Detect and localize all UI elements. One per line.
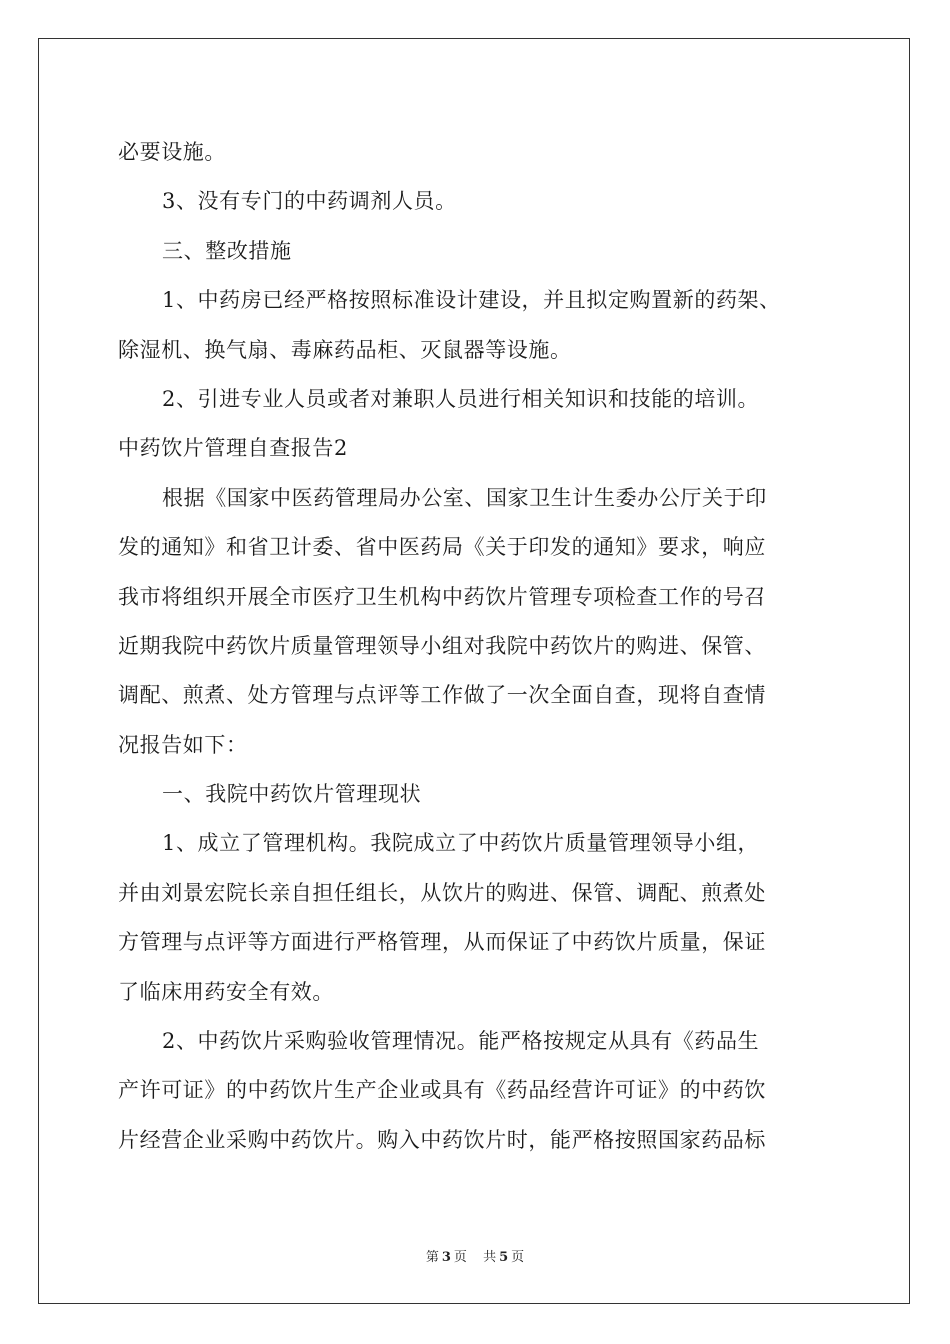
- total-pages: 5: [499, 1250, 509, 1265]
- report-title: 中药饮片管理自查报告2: [118, 436, 348, 461]
- text-line: 根据《国家中医药管理局办公室、国家卫生计生委办公厅关于印: [162, 485, 767, 510]
- text-line: 2、中药饮片采购验收管理情况。能严格按规定从具有《药品生: [162, 1029, 760, 1054]
- section-heading: 三、整改措施: [162, 238, 292, 263]
- total-prefix: 共: [483, 1250, 497, 1265]
- text-line: 我市将组织开展全市医疗卫生机构中药饮片管理专项检查工作的号召: [118, 584, 766, 609]
- document-body: [118, 128, 838, 1165]
- text-line: 2、引进专业人员或者对兼职人员进行相关知识和技能的培训。: [162, 386, 760, 411]
- text-line: 了临床用药安全有效。: [118, 979, 334, 1004]
- text-line: 片经营企业采购中药饮片。购入中药饮片时，能严格按照国家药品标: [118, 1127, 766, 1152]
- page-suffix: 页: [453, 1250, 467, 1265]
- page-prefix: 第: [425, 1250, 439, 1265]
- text-line: 产许可证》的中药饮片生产企业或具有《药品经营许可证》的中药饮: [118, 1078, 766, 1103]
- text-line: 并由刘景宏院长亲自担任组长，从饮片的购进、保管、调配、煎煮处: [118, 880, 766, 905]
- text-line: 必要设施。: [118, 140, 226, 164]
- total-indicator: [480, 1250, 527, 1265]
- text-line: 3、没有专门的中药调剂人员。: [162, 189, 457, 214]
- text-line: 1、中药房已经严格按照标准设计建设，并且拟定购置新的药架、: [162, 288, 781, 313]
- page-indicator: [423, 1250, 470, 1265]
- page-number: 3: [441, 1250, 451, 1265]
- text-line: 近期我院中药饮片质量管理领导小组对我院中药饮片的购进、保管、: [118, 633, 766, 658]
- text-line: 方管理与点评等方面进行严格管理，从而保证了中药饮片质量，保证: [118, 930, 766, 955]
- section-heading: 一、我院中药饮片管理现状: [162, 782, 422, 807]
- page-footer: [0, 1246, 950, 1265]
- total-suffix: 页: [511, 1250, 525, 1265]
- text-line: 调配、煎煮、处方管理与点评等工作做了一次全面自查，现将自查情: [118, 683, 766, 708]
- text-line: 除湿机、换气扇、毒麻药品柜、灭鼠器等设施。: [118, 337, 572, 362]
- text-line: 况报告如下：: [118, 732, 248, 757]
- text-line: 发的通知》和省卫计委、省中医药局《关于印发的通知》要求，响应: [118, 535, 766, 560]
- text-line: 1、成立了管理机构。我院成立了中药饮片质量管理领导小组，: [162, 831, 760, 856]
